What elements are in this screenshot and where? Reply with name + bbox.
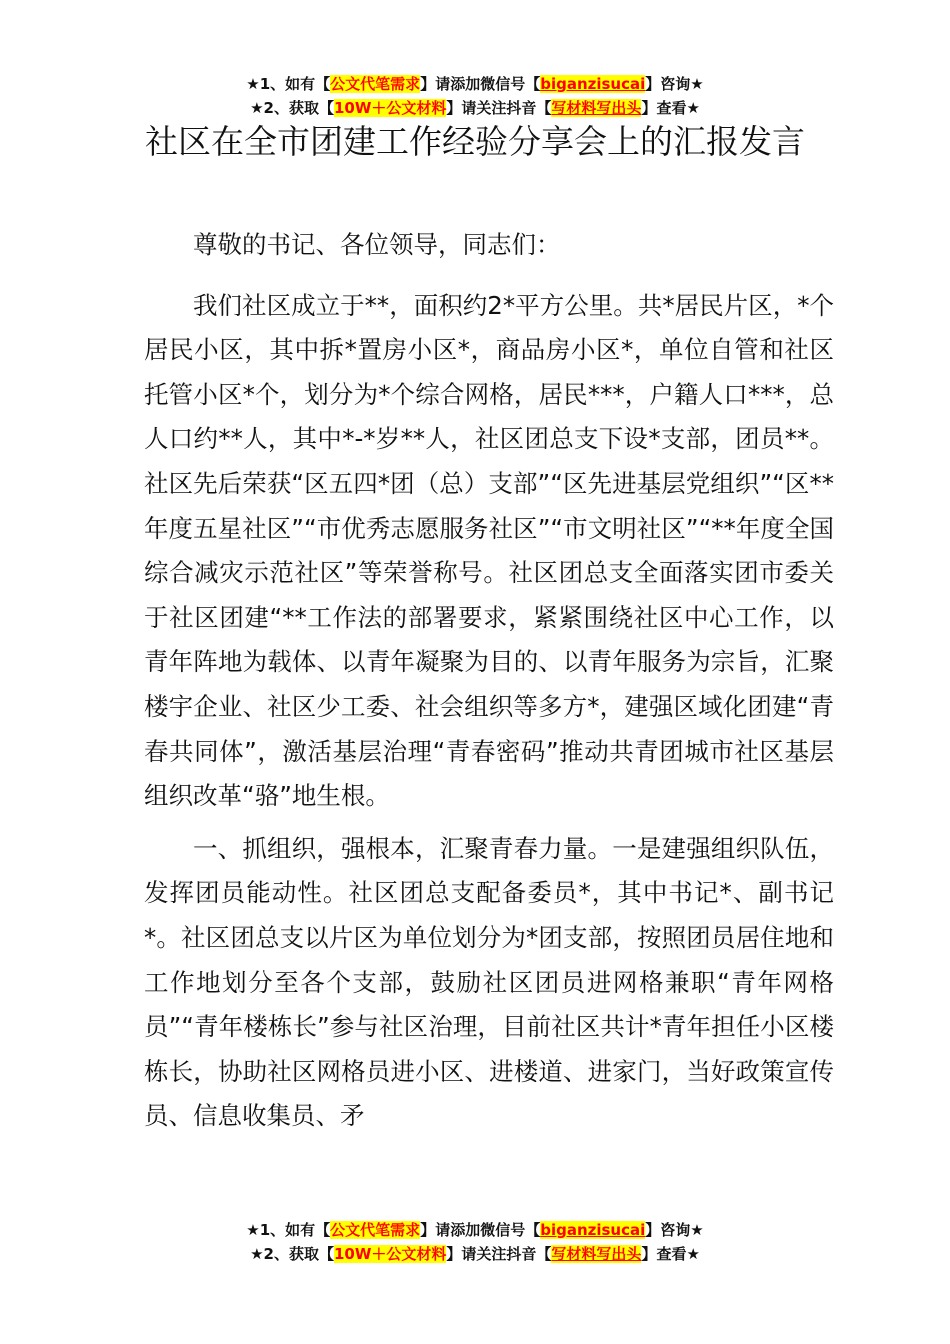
- banner-line-1: [0, 1218, 950, 1242]
- wechat-id-link[interactable]: biganzisucai: [540, 1221, 646, 1239]
- banner-text: ★2、获取【: [250, 99, 334, 117]
- banner-text: 】查看★: [641, 1245, 700, 1263]
- banner-text: 】请关注抖音【: [446, 99, 552, 117]
- banner-text: ★1、如有【: [246, 1221, 331, 1239]
- banner-text: 】请添加微信号【: [420, 75, 541, 93]
- greeting: 尊敬的书记、各位领导，同志们：: [193, 230, 561, 259]
- banner-text: 】查看★: [641, 99, 700, 117]
- banner-highlight: 10W＋公文材料: [333, 99, 447, 117]
- banner-highlight: 公文代笔需求: [330, 75, 421, 93]
- header-banner: [0, 72, 950, 120]
- footer-banner: [0, 1218, 950, 1266]
- banner-text: 】咨询★: [645, 75, 704, 93]
- banner-text: ★1、如有【: [246, 75, 331, 93]
- document-title: 社区在全市团建工作经验分享会上的汇报发言: [145, 122, 805, 161]
- banner-text: 】请关注抖音【: [446, 1245, 552, 1263]
- body-paragraph: 我们社区成立于**，面积约2*平方公里。共*居民片区，*个居民小区，其中拆*置房小区*，商品房小区*，单位自管和社区托管小区*个，划分为*个综合网格，居民***，户籍人口***，总人口约**人，其中*-*岁**人，社区团总支下设*支部，团员**。社区先后荣获“区五四*团（总）支部”“区先进基层党组织”“区**年度五星社区”“市优秀志愿服务社区”“市文明社区”“**年度全国综合减灾示范社区”等荣誉称号。社区团总支全面落实团市委关于社区团建“**工作法的部署要求，紧紧围绕社区中心工作，以青年阵地为载体、以青年凝聚为目的、以青年服务为宗旨，汇聚楼宇企业、社区少工委、社会组织等多方*，建强区域化团建“青春共同体”，激活基层治理“青春密码”推动共青团城市社区基层组织改革“骆”地生根。: [144, 290, 834, 811]
- banner-text: ★2、获取【: [250, 1245, 334, 1263]
- banner-highlight: 10W＋公文材料: [333, 1245, 447, 1263]
- douyin-account-link[interactable]: 写材料写出头: [551, 1245, 642, 1263]
- wechat-id-link[interactable]: biganzisucai: [540, 75, 646, 93]
- body-paragraph: 一、抓组织，强根本，汇聚青春力量。一是建强组织队伍，发挥团员能动性。社区团总支配备委员*，其中书记*、副书记*。社区团总支以片区为单位划分为*团支部，按照团员居住地和工作地划分至各个支部，鼓励社区团员进网格兼职“青年网格员”“青年楼栋长”参与社区治理，目前社区共计*青年担任小区楼栋长，协助社区网格员进小区、进楼道、进家门，当好政策宣传员、信息收集员、矛: [144, 833, 834, 1131]
- douyin-account-link[interactable]: 写材料写出头: [551, 99, 642, 117]
- banner-text: 】咨询★: [645, 1221, 704, 1239]
- document-body: [144, 223, 834, 1147]
- banner-line-2: [0, 1242, 950, 1266]
- banner-highlight: 公文代笔需求: [330, 1221, 421, 1239]
- banner-line-2: [0, 96, 950, 120]
- banner-text: 】请添加微信号【: [420, 1221, 541, 1239]
- banner-line-1: [0, 72, 950, 96]
